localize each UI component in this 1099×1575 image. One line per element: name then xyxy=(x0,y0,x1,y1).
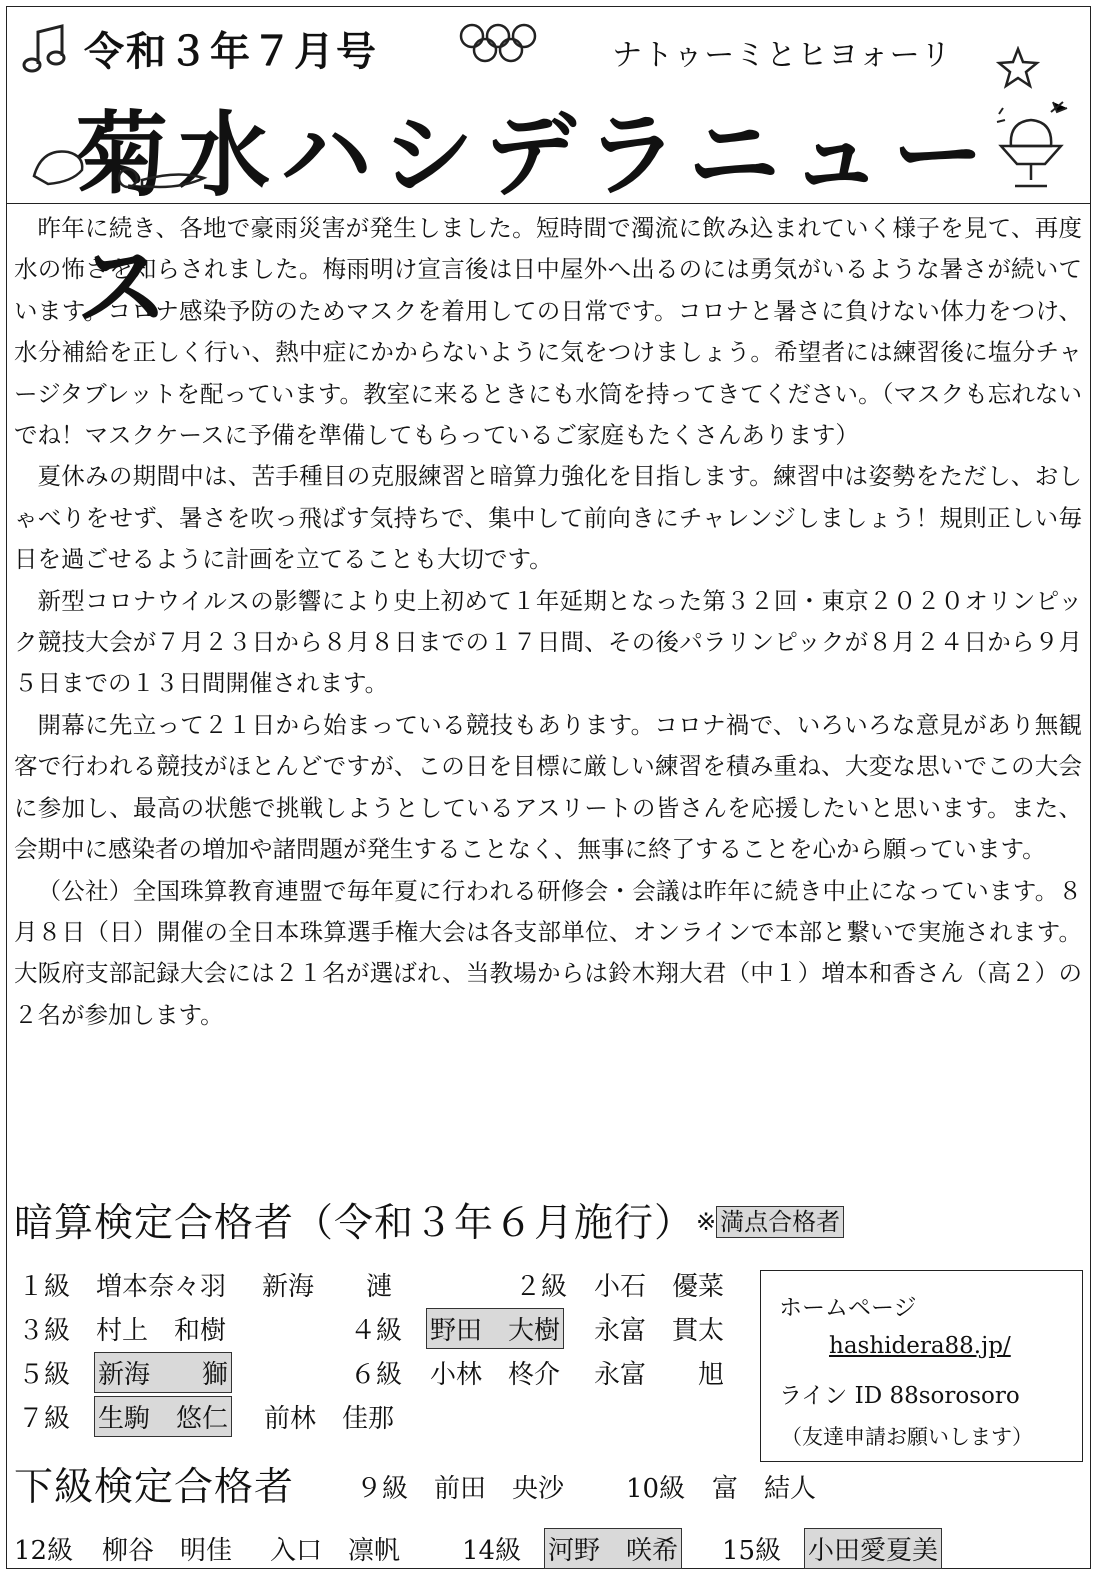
passer-name: 柳谷 明佳 xyxy=(102,1536,233,1566)
homepage-box xyxy=(760,1270,1083,1462)
masthead-title: 菊水ハシデラニュース xyxy=(76,102,995,341)
line-id: ライン ID 88sorosoro xyxy=(779,1383,1020,1409)
passer-name-perfect: 野田 大樹 xyxy=(426,1308,564,1349)
grade-label: １級 xyxy=(18,1272,71,1302)
issue-date: 令和３年７月号 xyxy=(84,29,378,75)
grade-label: ５級 xyxy=(18,1360,71,1390)
friend-request-note: （友達申請お願いします） xyxy=(781,1425,1033,1449)
shaved-ice-icon xyxy=(991,98,1071,194)
grade-label: ４級 xyxy=(350,1316,403,1346)
article-body xyxy=(14,208,1082,1036)
olympic-rings-icon xyxy=(458,20,538,70)
grade-label: 15級 xyxy=(722,1536,782,1566)
swimmer-icon xyxy=(28,140,208,194)
passer-name: 前田 央沙 xyxy=(434,1474,565,1504)
grade-label: 12級 xyxy=(14,1536,74,1566)
homepage-link[interactable]: hashidera88.jp/ xyxy=(829,1333,1011,1359)
article-paragraph: 開幕に先立って２１日から始まっている競技もあります。コロナ禍で、いろいろな意見があり無観客で行われる競技がほとんどですが、この日を目標に厳しい練習を積み重ね、大変な思いでこの大会に参加し、最高の状態で挑戦しようとしているアスリートの皆さんを応援したいと思います。また、会期中に感染者の増加や諸問題が発生することなく、無事に終了することを心から願っています。 xyxy=(14,710,1082,864)
passer-name: 前林 佳那 xyxy=(264,1404,395,1434)
grade-label: ６級 xyxy=(350,1360,403,1390)
perfect-score-note xyxy=(696,1202,844,1237)
passer-name: 増本奈々羽 xyxy=(96,1272,227,1302)
passer-name-perfect: 河野 咲希 xyxy=(544,1528,682,1569)
grade-label: ９級 xyxy=(356,1474,409,1504)
passer-name: 小石 優菜 xyxy=(594,1272,725,1302)
article-paragraph: 夏休みの期間中は、苦手種目の克服練習と暗算力強化を目指します。練習中は姿勢をただし、おしゃべりをせず、暑さを吹っ飛ばす気持ちで、集中して前向きにチャレンジしましょう！規則正しい毎日を過ごせるように計画を立てることも大切です。 xyxy=(14,462,1082,574)
passer-name-perfect: 新海 獅 xyxy=(94,1352,232,1393)
passer-name: 永富 貫太 xyxy=(594,1316,725,1346)
passer-name: 村上 和樹 xyxy=(96,1316,227,1346)
passer-name: 富 結人 xyxy=(712,1474,817,1504)
passer-name: 新海 漣 xyxy=(262,1272,393,1302)
anzan-heading: 暗算検定合格者（令和３年６月施行） xyxy=(14,1201,695,1246)
passer-name-perfect: 生駒 悠仁 xyxy=(94,1396,232,1437)
grade-label: 14級 xyxy=(462,1536,522,1566)
subtitle: ナトゥーミとヒヨォーリ xyxy=(612,38,952,73)
article-paragraph: 新型コロナウイルスの影響により史上初めて１年延期となった第３２回・東京２０２０オリンピック競技大会が７月２３日から８月８日までの１７日間、その後パラリンピックが８月２４日から９月５日までの１３日間開催されます。 xyxy=(14,586,1082,698)
passer-name: 入口 凛帆 xyxy=(270,1536,401,1566)
passer-name-perfect: 小田愛夏美 xyxy=(804,1528,942,1569)
homepage-label: ホームページ xyxy=(779,1295,917,1321)
perfect-score-legend: 満点合格者 xyxy=(716,1206,844,1238)
passer-name: 永富 旭 xyxy=(594,1360,725,1390)
grade-label: ２級 xyxy=(515,1272,568,1302)
article-paragraph: （公社）全国珠算教育連盟で毎年夏に行われる研修会・会議は昨年に続き中止になっています。８月８日（日）開催の全日本珠算選手権大会は各支部単位、オンラインで本部と繋いで実施されます。大阪府支部記録大会には２１名が選ばれ、当教場からは鈴木翔大君（中１）増本和香さん（高２）の２名が参加します。 xyxy=(14,876,1082,1029)
grade-label: ７級 xyxy=(18,1404,71,1434)
note-mark: ※ xyxy=(696,1208,717,1236)
grade-label: ３級 xyxy=(18,1316,71,1346)
kakyu-heading: 下級検定合格者 xyxy=(14,1465,295,1510)
article-paragraph: 昨年に続き、各地で豪雨災害が発生しました。短時間で濁流に飲み込まれていく様子を見て、再度水の怖さを知らされました。梅雨明け宣言後は日中屋外へ出るのには勇気がいるような暑さが続いています。コロナ感染予防のためマスクを着用しての日常です。コロナと暑さに負けない体力をつけ、水分補給を正しく行い、熱中症にかからないように気をつけましょう。希望者には練習後に塩分チャージタブレットを配っています。教室に来るときにも水筒を持ってきてください。（マスクも忘れないでね！マスクケースに予備を準備してもらっているご家庭もたくさんあります） xyxy=(14,214,1082,450)
passer-name: 小林 柊介 xyxy=(430,1360,561,1390)
grade-label: 10級 xyxy=(626,1474,686,1504)
music-note-icon xyxy=(20,22,72,76)
